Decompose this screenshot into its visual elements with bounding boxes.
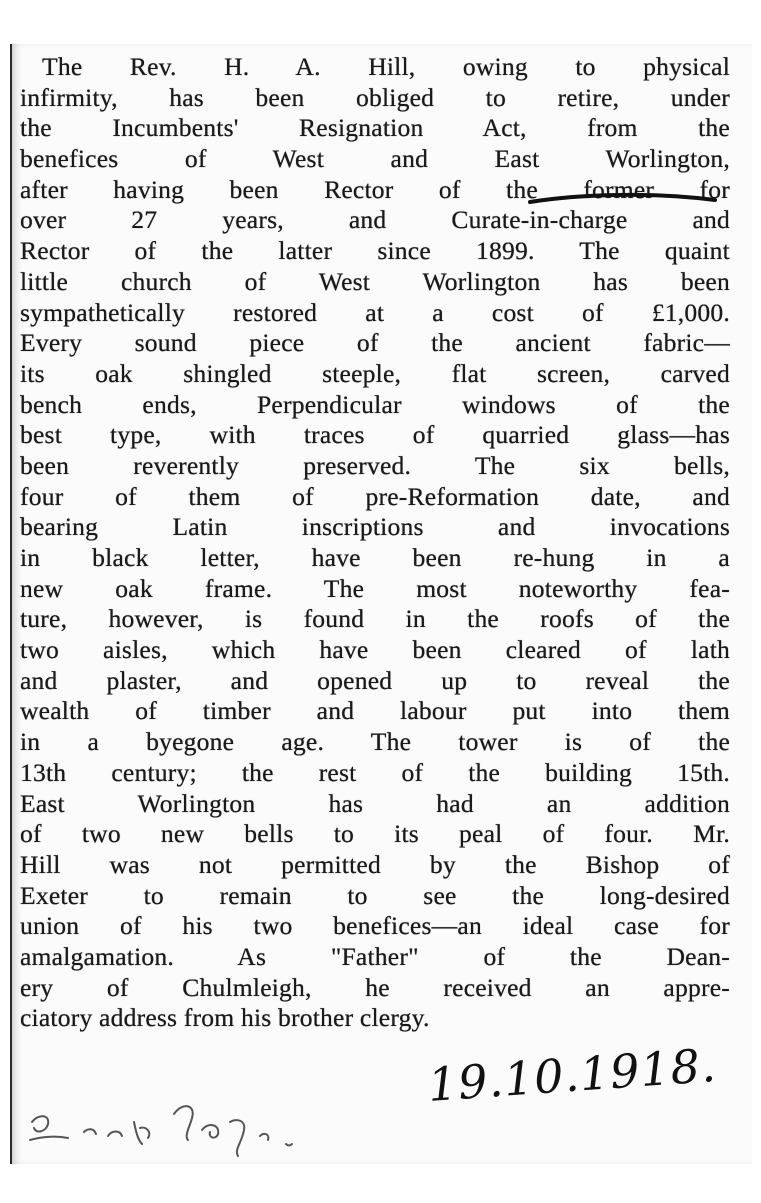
article-line: little church of West Worlington has been — [20, 266, 730, 296]
article-line: East Worlington has had an addition — [20, 788, 730, 818]
article-line: best type, with traces of quarried glass—has — [20, 420, 730, 450]
article-line: 13th century; the rest of the building 15th. — [20, 757, 730, 787]
article-line: ture, however, is found in the roofs of the — [20, 604, 730, 634]
article-line: Exeter to remain to see the long-desired — [20, 880, 730, 910]
handwritten-signature — [24, 1092, 314, 1162]
article-line: been reverently preserved. The six bells, — [20, 450, 730, 480]
article-line: sympathetically restored at a cost of £1,000. — [20, 297, 730, 327]
handwritten-date: 19.10.1918. — [426, 1037, 719, 1112]
article-line: Rector of the latter since 1899. The quaint — [20, 236, 730, 266]
article-line: four of them of pre-Reformation date, and — [20, 481, 730, 511]
article-line: in a byegone age. The tower is of the — [20, 727, 730, 757]
article-line: amalgamation. As "Father" of the Dean- — [20, 941, 730, 971]
article-line: two aisles, which have been cleared of lath — [20, 635, 730, 665]
article-line: Every sound piece of the ancient fabric— — [20, 328, 730, 358]
article-line: after having been Rector of the former for — [20, 174, 730, 204]
article-line: the Incumbents' Resignation Act, from the — [20, 113, 730, 143]
article-line: union of his two benefices—an ideal case for — [20, 911, 730, 941]
article-line: ciatory address from his brother clergy. — [20, 1003, 430, 1033]
article-line: over 27 years, and Curate-in-charge and — [20, 205, 730, 235]
article-line: and plaster, and opened up to reveal the — [20, 665, 730, 695]
article-line: wealth of timber and labour put into them — [20, 696, 730, 726]
article-line: in black letter, have been re-hung in a — [20, 543, 730, 572]
article-line: infirmity, has been obliged to retire, under — [20, 82, 730, 112]
article-line: benefices of West and East Worlington, — [20, 144, 730, 174]
article-line: ery of Chulmleigh, he received an appre- — [20, 972, 730, 1002]
article-line: The Rev. H. A. Hill, owing to physical — [42, 52, 730, 81]
article-line: Hill was not permitted by the Bishop of — [20, 849, 730, 879]
pen-stroke — [520, 192, 720, 206]
article-line: of two new bells to its peal of four. Mr. — [20, 819, 730, 849]
article-line: its oak shingled steeple, flat screen, carved — [20, 358, 730, 388]
article-line: new oak frame. The most noteworthy fea- — [20, 573, 730, 603]
article-line: bearing Latin inscriptions and invocations — [20, 512, 730, 542]
article-line: bench ends, Perpendicular windows of the — [20, 389, 730, 419]
